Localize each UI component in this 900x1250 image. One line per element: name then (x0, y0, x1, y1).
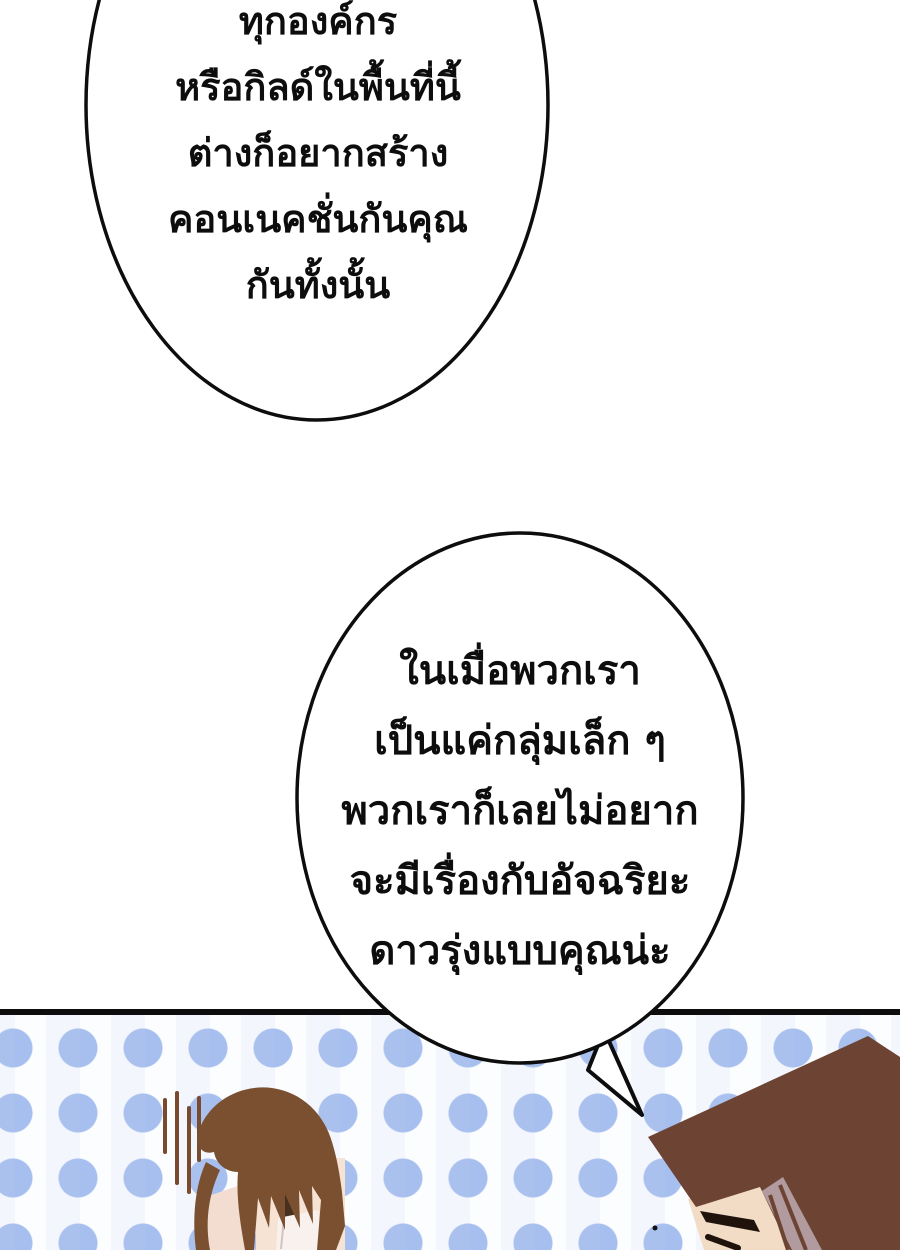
bubble1-line: หรือกิลด์ในพื้นที่นี้ (175, 65, 461, 109)
bubble2-line: พวกเราก็เลยไม่อยาก (341, 788, 699, 834)
speck-icon (653, 1226, 658, 1231)
bubble1-line: ทุกองค์กร (238, 0, 398, 43)
bubble1-line: คอนเนคชั่นกันคุณ (167, 197, 469, 241)
stress-marks-icon (165, 1093, 199, 1192)
bubble1-line: กันทั้งนั้น (245, 263, 391, 307)
bubble1-line: ต่างก็อยากสร้าง (187, 131, 449, 175)
left-character (165, 1087, 345, 1250)
bubble2-line: เป็นแค่กลุ่มเล็ก ๆ (374, 718, 666, 764)
speech-bubble-2-text (289, 636, 751, 986)
right-character (648, 1036, 900, 1250)
bubble2-line: ในเมื่อพวกเรา (399, 648, 641, 694)
bubble2-line: ดาวรุ่งแบบคุณน่ะ (369, 928, 671, 974)
speech-bubble-1-text (87, 0, 549, 318)
bubble2-line: จะมีเรื่องกับอัจฉริยะ (349, 858, 691, 904)
